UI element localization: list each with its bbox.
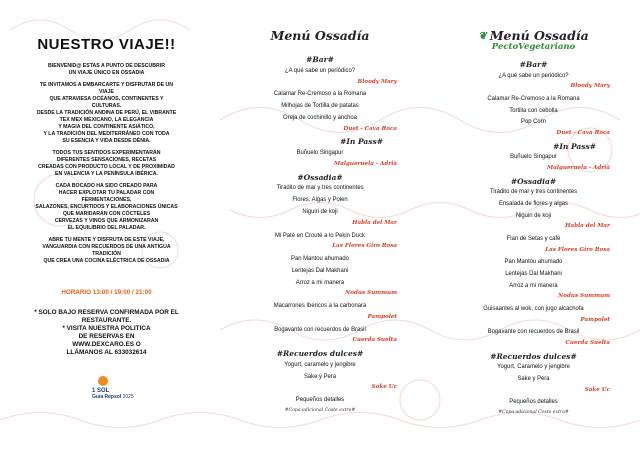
pairing-name: Malgueruela - Adrià: [334, 160, 397, 167]
dish-name: Tortilla con cebolla: [509, 106, 558, 114]
dish-name: Yogurt, Caramelo y jengibre: [497, 363, 570, 371]
section-heading: #In Pass#: [553, 141, 596, 151]
pairing-name: Bloody Mary: [357, 78, 397, 85]
dish-name: Arroz a mi manera: [295, 278, 345, 286]
dish-name: Tiradito de mar y tres continentes: [489, 188, 578, 196]
pairing-name: Malgueruela - Adrià: [547, 165, 610, 171]
dish-name: Pan Mantou ahumado: [291, 255, 349, 263]
intro-paragraph: TODOS TUS SENTIDOS EXPERIMENTARÁN DIFERENTES SENSACIONES, RECETAS CREADAS CON PRODUCTO LOCAL Y DE PROXIMIDAD EN VALENCIA Y LA PENÍNSULA IBÉRICA.: [38, 150, 175, 177]
intro-paragraph: TE INVITAMOS A EMBARCARTE Y DISFRUTAR DE UN VIAJE QUE ATRAVIESA OCÉANOS, CONTINENTES Y CULTURAS. DESDE LA TRADICIÓN ANDINA DE PERÚ, EL VIBRANTE TEX MEX MEXICANO, LA ELEGANCIA Y MAGIA DEL CONTINENTE ASIÁTICO, Y LA TRADICIÓN DEL MEDITERRÁNEO CON TODA SU ESENCIA Y VIDA DESDE DÈNIA.: [36, 82, 177, 144]
dish-name: Macarrones Ibericos a la carbonara: [273, 302, 367, 310]
footer-note: #Copa adicional Coste extra#: [498, 410, 569, 415]
intro-paragraph: CADA BOCADO HA SIDO CREADO PARA HACER EXPLOTAR TU PALADAR CON FERMENTACIONES, SALAZONES, ENCURTIDOS Y ELABORACIONES ÚNICAS QUE MARIDARÁN CON CÓCTELES CERVEZAS Y VINOS QUE ARMONIZARAN EL EQUILIBRIO DEL PALADAR.: [35, 183, 178, 231]
pairing-name: Las Flores Giro Rosa: [545, 246, 610, 253]
footer-note: #Copa adicional Coste extra#: [284, 408, 356, 413]
dish-name: Lentejas Dal Makhani: [505, 270, 562, 277]
dish-name: Niguiri de koji: [302, 207, 338, 215]
dish-name: Sake y Pera: [303, 372, 337, 380]
badge-year: 2025: [122, 394, 134, 400]
dish-name: Guisaantes al wok, con jugo alcachofa: [483, 305, 584, 312]
intro-text: [14, 63, 199, 270]
pairing-name: Sake Uc: [584, 386, 610, 393]
dish-name: Buñuelo Singapur: [510, 153, 557, 161]
badge-line-2: [92, 394, 134, 400]
intro-panel: [0, 0, 213, 453]
dish-name: Pop Corn: [521, 118, 546, 126]
pairing-name: Habla del Mar: [565, 223, 610, 230]
section-heading: #Ossadia#: [297, 172, 343, 182]
dish-name: Calamar Re-Cremoso a la Romana: [487, 95, 580, 102]
pairing-name: Habla del Mar: [352, 219, 397, 226]
pairing-name: Duet - Cava Roca: [556, 130, 610, 136]
dish-name: Lentejas Dal Makhani: [291, 266, 349, 274]
pairing-name: Nodus Summum: [345, 290, 397, 297]
intro-title: NUESTRO VIAJE!!: [37, 36, 176, 53]
section-heading: #Recuerdos dulces#: [490, 351, 577, 361]
dish-name: Tiradito de mar y tres continentes: [276, 184, 364, 192]
badge-line-1: 1 SOL: [92, 388, 110, 394]
section-heading: #Bar#: [306, 55, 334, 64]
sun-icon: [98, 376, 108, 386]
intro-paragraph: ABRE TU MENTE Y DISFRUTA DE ESTE VIAJE, VANGUARDIA CON RECUERDOS DE UNA ANTIGUA TRADICIÓN QUE CREA UNA COCINA ELÉCTRICA DE OSSADIA: [42, 237, 171, 264]
pairing-name: Las Flores Giro Rosa: [332, 243, 397, 250]
menu-ossadia: [213, 0, 427, 453]
dish-name: Pan Mantou ahumado: [504, 258, 563, 266]
menu-title: [427, 28, 640, 43]
dish-name: Bogavante con recuerdos de Brasil: [487, 328, 580, 336]
section-heading: #Recuerdos dulces#: [276, 349, 364, 359]
menu-subtitle: PectoVegetariano: [491, 42, 576, 52]
dish-name: Oreja de cochinillo y anchoa: [283, 113, 357, 121]
dish-name: Mi Paté en Crouté a lo Pekin Duck: [275, 231, 365, 239]
menu-title-text: Menú Ossadía: [489, 28, 589, 43]
section-heading: #In Pass#: [340, 137, 383, 147]
dish-name: Calamar Re-Cremoso a la Romana: [273, 90, 367, 98]
pairing-name: Sake Uc: [371, 384, 397, 391]
dish-name: Buñuelo Singapur: [296, 149, 344, 157]
menu-title: Menú Ossadía: [270, 28, 370, 43]
intro-paragraph: BIENVENID@ ESTAS A PUNTO DE DESCUBRIR UN VIAJE ÚNICO EN OSSADIA: [48, 63, 165, 76]
section-heading: #Ossadia#: [510, 176, 557, 186]
dish-name: Sake y Pera: [517, 375, 550, 382]
pairing-name: Cuerda Suelta: [352, 337, 397, 344]
schedule-text: HORARIO 13:00 / 19:00 / 21:00: [61, 289, 152, 296]
badge-guide: Guía Repsol: [92, 394, 122, 400]
pairing-name: Pampolet: [580, 316, 610, 323]
reservation-note: * VISITA NUESTRA POLITICA DE RESERVAS EN WWW.DEXCARO.ES O LLÁMANOS AL 633032614: [62, 325, 151, 356]
pairing-name: Cuerda Suelta: [565, 340, 610, 346]
menu-pectovegetariano: [427, 0, 640, 453]
reservation-notes: [20, 309, 193, 357]
leaf-icon: ❦: [478, 31, 487, 42]
pairing-name: Duet - Cava Roca: [343, 125, 397, 132]
dish-name: ¿A qué sabe un periódico?: [498, 71, 569, 79]
dish-name: Yogurt, caramelo y jengibre: [284, 360, 356, 368]
dish-name: Pequeños detalles: [509, 398, 558, 406]
dish-name: Arroz a mi manera: [509, 281, 558, 289]
dish-name: Pequeños detalles: [295, 396, 345, 404]
pairing-name: Bloody Mary: [570, 83, 610, 90]
dish-name: Bogavante con recuerdos de Brasil: [274, 325, 366, 333]
dish-name: Niguiri de koji: [515, 211, 552, 219]
pairing-name: Nodus Summum: [558, 293, 610, 300]
dish-name: Ensalada de flores y algas: [498, 200, 569, 207]
reservation-note: * SOLO BAJO RESERVA CONFIRMADA POR EL RESTAURANTE.: [34, 309, 179, 324]
dish-name: Flores, Algas y Polen: [292, 196, 348, 204]
section-heading: #Bar#: [519, 60, 548, 69]
dish-name: Flan de Setas y café: [506, 235, 561, 242]
pairing-name: Pampolet: [367, 313, 397, 320]
dish-name: ¿A qué sabe un periódico?: [284, 66, 356, 74]
dish-name: Milhojas de Tortilla de patatas: [281, 102, 359, 110]
repsol-badge: [92, 376, 134, 400]
